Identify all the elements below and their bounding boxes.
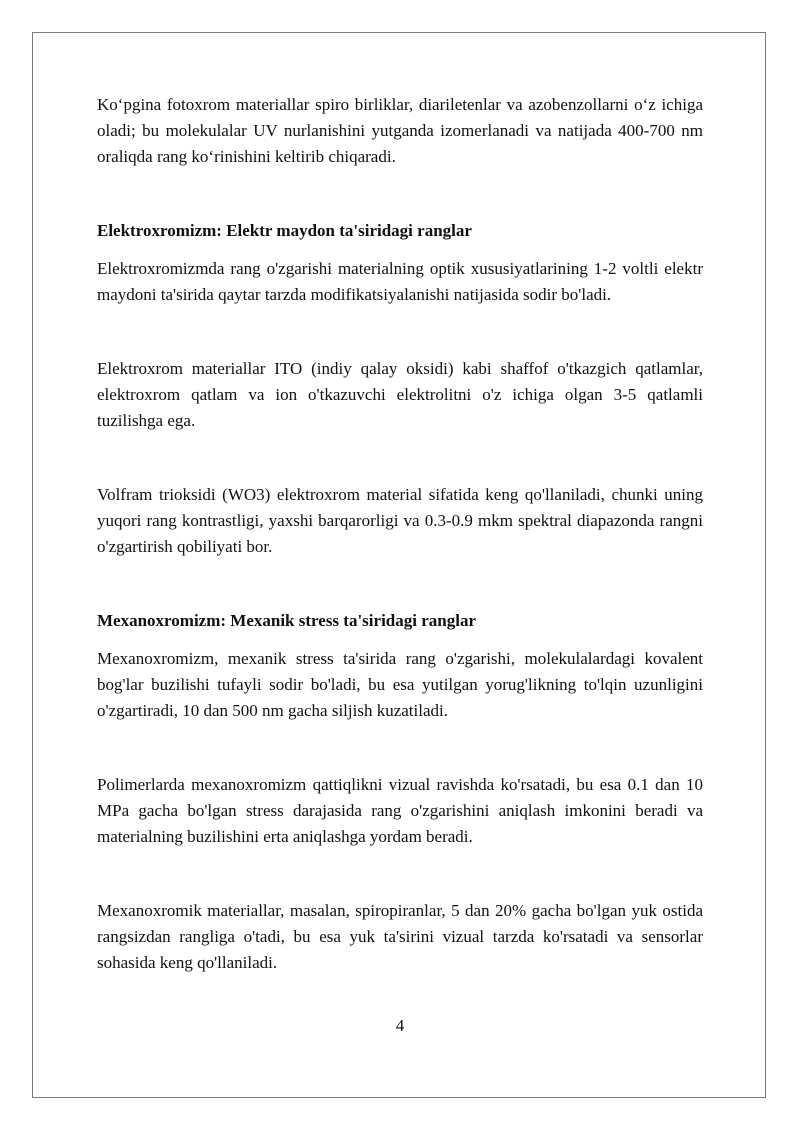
heading-electrochromism: Elektroxromizm: Elektr maydon ta'siridagi ranglar bbox=[97, 221, 472, 240]
heading-mechanochromism: Mexanoxromizm: Mexanik stress ta'siridagi ranglar bbox=[97, 611, 476, 630]
paragraph-mechanochromism-definition: Mexanoxromizm, mexanik stress ta'sirida rang o'zgarishi, molekulalardagi kovalent bog'lar buzilishi tufayli sodir bo'ladi, bu esa yutilgan yorug'likning to'lqin uzunligini o'zgartiradi, 10 dan 500 nm gacha siljish kuzatiladi. bbox=[97, 649, 703, 720]
paragraph-tungsten-trioxide: Volfram trioksidi (WO3) elektroxrom material sifatida keng qo'llaniladi, chunki uning yuqori rang kontrastligi, yaxshi barqarorligi va 0.3-0.9 mkm spektral diapazonda rangni o'zgartirish qobiliyati bor. bbox=[97, 485, 703, 556]
document-body bbox=[97, 92, 703, 976]
paragraph-photochromic-materials: Ko‘pgina fotoxrom materiallar spiro birliklar, diariletenlar va azobenzollarni o‘z ichiga oladi; bu molekulalar UV nurlanishini yutganda izomerlanadi va natijada 400-700 nm oraliqda rang ko‘rinishini keltirib chiqaradi. bbox=[97, 95, 703, 166]
page-number: 4 bbox=[395, 1016, 405, 1035]
paragraph-polymer-mechanochromism: Polimerlarda mexanoxromizm qattiqlikni vizual ravishda ko'rsatadi, bu esa 0.1 dan 10 MPa gacha bo'lgan stress darajasida rang o'zgarishini aniqlash imkonini beradi va materialning buzilishini erta aniqlashga yordam beradi. bbox=[97, 775, 703, 846]
paragraph-electrochromism-definition: Elektroxromizmda rang o'zgarishi materialning optik xususiyatlarining 1-2 voltli elektr maydoni ta'sirida qaytar tarzda modifikatsiyalanishi natijasida sodir bo'ladi. bbox=[97, 259, 703, 304]
paragraph-electrochromic-structure: Elektroxrom materiallar ITO (indiy qalay oksidi) kabi shaffof o'tkazgich qatlamlar, elektroxrom qatlam va ion o'tkazuvchi elektrolitni o'z ichiga olgan 3-5 qatlamli tuzilishga ega. bbox=[97, 359, 703, 430]
paragraph-mechanochromic-materials: Mexanoxromik materiallar, masalan, spiropiranlar, 5 dan 20% gacha bo'lgan yuk ostida rangsizdan rangliga o'tadi, bu esa yuk ta'sirini vizual tarzda ko'rsatadi va sensorlar sohasida keng qo'llaniladi. bbox=[97, 901, 703, 972]
